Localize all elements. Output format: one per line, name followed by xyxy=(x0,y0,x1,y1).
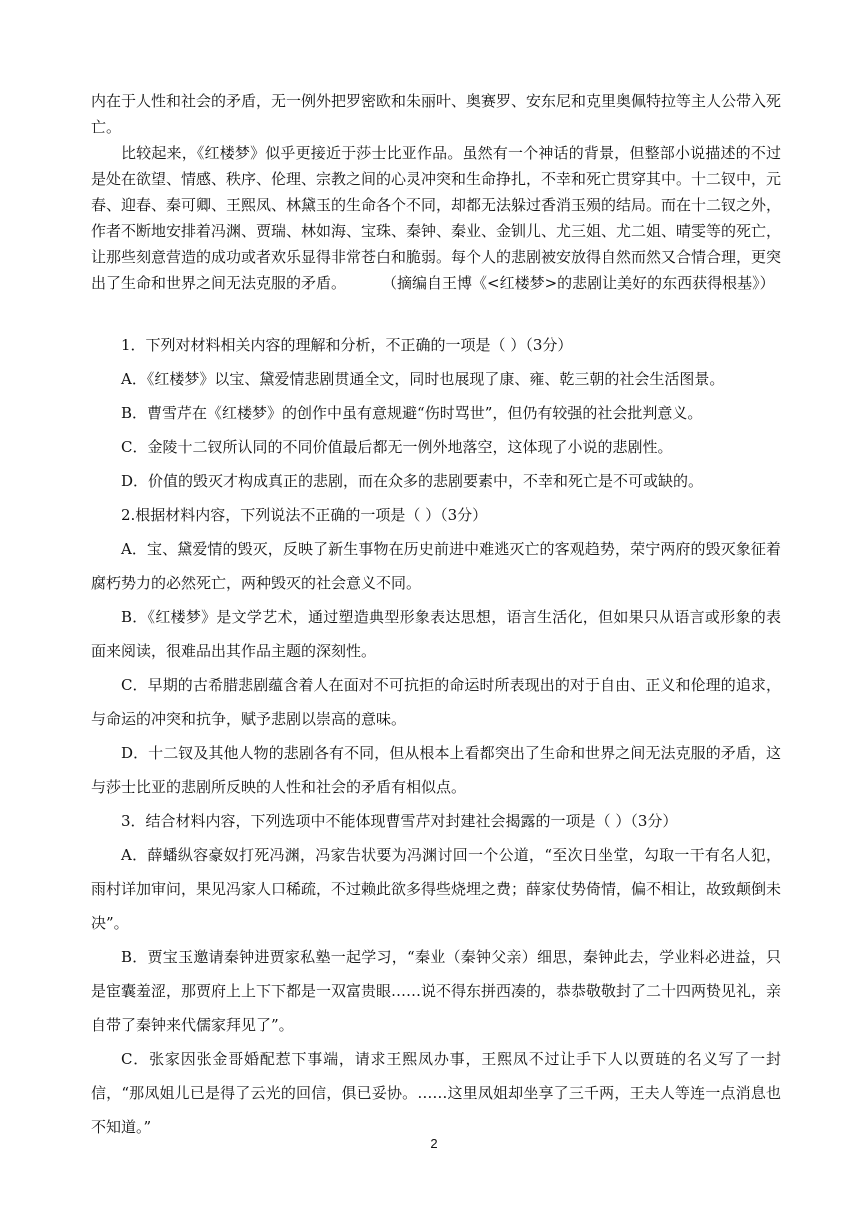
passage-paragraph-2 xyxy=(91,140,781,296)
question-1-option-a: A．《红楼梦》以宝、黛爱情悲剧贯通全文，同时也展现了康、雍、乾三朝的社会生活图景。 xyxy=(121,370,725,388)
question-3-option-c: C．张家因张金哥婚配惹下事端，请求王熙凤办事，王熙凤不过让手下人以贾琏的名义写了一封信，“那凤姐儿已是得了云光的回信，俱已妥协。……这里凤姐却坐享了三千两，王夫人等连一点消息也不知道。” xyxy=(91,1050,781,1136)
passage-paragraph-1: 内在于人性和社会的矛盾，无一例外把罗密欧和朱丽叶、奥赛罗、安东尼和克里奥佩特拉等主人公带入死亡。 xyxy=(91,92,782,136)
page-number: 2 xyxy=(430,1136,438,1151)
question-2-stem: 2.根据材料内容，下列说法不正确的一项是（ ）（3分） xyxy=(121,506,488,524)
question-2-option-c: C．早期的古希腊悲剧蕴含着人在面对不可抗拒的命运时所表现出的对于自由、正义和伦理的追求，与命运的冲突和抗争，赋予悲剧以崇高的意味。 xyxy=(91,676,781,728)
question-1-option-c: C．金陵十二钗所认同的不同价值最后都无一例外地落空，这体现了小说的悲剧性。 xyxy=(121,438,673,456)
passage-paragraph-2-text: 比较起来，《红楼梦》似乎更接近于莎士比亚作品。虽然有一个神话的背景，但整部小说描述的不过是处在欲望、情感、秩序、伦理、宗教之间的心灵冲突和生命挣扎，不幸和死亡贯穿其中。十二钗中，元春、迎春、秦可卿、王熙凤、林黛玉的生命各个不同，却都无法躲过香消玉殒的结局。而在十二钗之外，作者不断地安排着冯渊、贾瑞、林如海、宝珠、秦钟、秦业、金钏儿、尤三姐、尤二姐、晴雯等的死亡，让那些刻意营造的成功或者欢乐显得非常苍白和脆弱。每个人的悲剧被安放得自然而然又合情合理，更突出了生命和世界之间无法克服的矛盾。 xyxy=(91,144,782,292)
question-1-option-b: B．曹雪芹在《红楼梦》的创作中虽有意规避“伤时骂世”，但仍有较强的社会批判意义。 xyxy=(121,404,703,422)
question-2-option-b: B．《红楼梦》是文学艺术，通过塑造典型形象表达思想，语言生活化，但如果只从语言或形象的表面来阅读，很难品出其作品主题的深刻性。 xyxy=(91,608,781,660)
passage-source: （摘编自王博《<红楼梦>的悲剧让美好的东西获得根基》） xyxy=(382,274,775,292)
question-1-stem: 1．下列对材料相关内容的理解和分析，不正确的一项是（ ）（3分） xyxy=(121,336,573,354)
question-3-option-b: B．贾宝玉邀请秦钟进贾家私塾一起学习，“秦业（秦钟父亲）细思，秦钟此去，学业料必进益，只是宦囊羞涩，那贾府上上下下都是一双富贵眼……说不得东拼西凑的，恭恭敬敬封了二十四两贽见礼，亲自带了秦钟来代儒家拜见了”。 xyxy=(91,948,782,1034)
question-3-option-a: A．薛蟠纵容豪奴打死冯渊，冯家告状要为冯渊讨回一个公道，“至次日坐堂，勾取一干有名人犯，雨村详加审问，果见冯家人口稀疏，不过赖此欲多得些烧埋之费；薛家仗势倚情，偏不相让，故致颠倒未决”。 xyxy=(91,846,782,932)
question-3-stem: 3．结合材料内容，下列选项中不能体现曹雪芹对封建社会揭露的一项是（ ）（3分） xyxy=(121,812,678,830)
question-list xyxy=(91,328,781,1144)
question-2-option-d: D．十二钗及其他人物的悲剧各有不同，但从根本上看都突出了生命和世界之间无法克服的矛盾，这与莎士比亚的悲剧所反映的人性和社会的矛盾有相似点。 xyxy=(91,744,781,796)
question-1-option-d: D．价值的毁灭才构成真正的悲剧，而在众多的悲剧要素中，不幸和死亡是不可或缺的。 xyxy=(121,472,704,490)
reading-passage xyxy=(91,88,781,296)
question-2-option-a: A．宝、黛爱情的毁灭，反映了新生事物在历史前进中难逃灭亡的客观趋势，荣宁两府的毁灭象征着腐朽势力的必然死亡，两种毁灭的社会意义不同。 xyxy=(91,540,781,592)
